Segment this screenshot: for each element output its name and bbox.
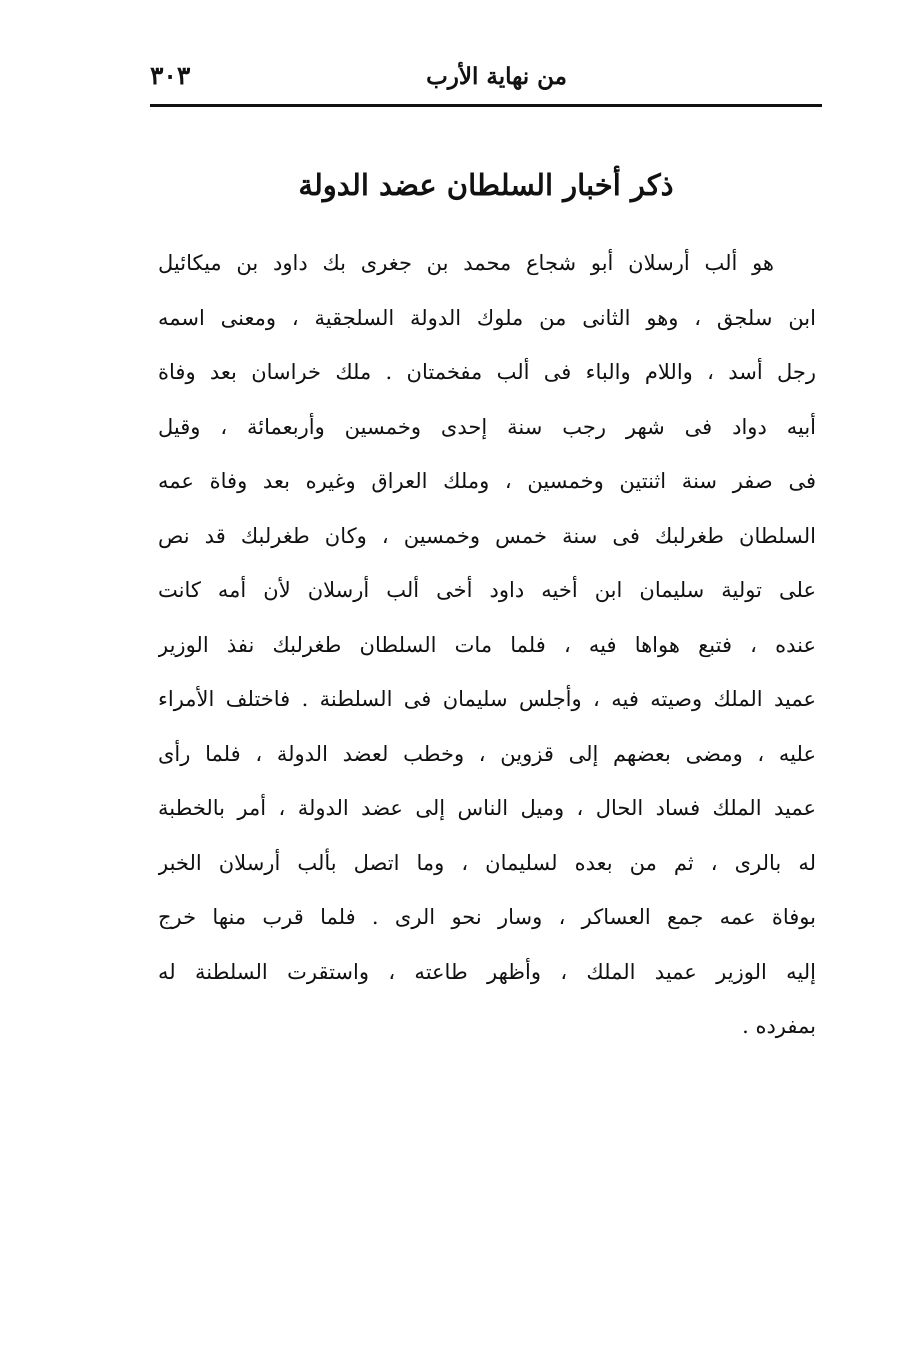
text-line: بمفرده . (742, 1014, 816, 1038)
header-rule (150, 104, 822, 107)
text-line: عميد الملك وصيته فيه ، وأجلس سليمان فى السلطنة . فاختلف الأمراء (158, 687, 816, 711)
text-line: بوفاة عمه جمع العساكر ، وسار نحو الرى . فلما قرب منها خرج (158, 905, 816, 929)
text-line: له بالرى ، ثم من بعده لسليمان ، وما اتصل بألب أرسلان الخبر (158, 850, 816, 875)
text-line: هو ألب أرسلان أبو شجاع محمد بن جغرى بك داود بن ميكائيل (158, 251, 774, 275)
text-line: ابن سلجق ، وهو الثانى من ملوك الدولة السلجقية ، ومعنى اسمه (158, 305, 816, 330)
text-line: على تولية سليمان ابن أخيه داود أخى ألب أرسلان لأن أمه كانت (158, 578, 816, 602)
text-line: عليه ، ومضى بعضهم إلى قزوين ، وخطب لعضد الدولة ، فلما رأى (158, 741, 816, 766)
body-text (158, 236, 816, 1054)
running-title: من نهاية الأرب (426, 63, 567, 90)
text-line: إليه الوزير عميد الملك ، وأظهر طاعته ، واستقرت السلطنة له (158, 959, 816, 984)
page-number: ٣٠٣ (150, 61, 191, 90)
text-line: عميد الملك فساد الحال ، وميل الناس إلى عضد الدولة ، أمر بالخطبة (158, 796, 816, 820)
text-line: فى صفر سنة اثنتين وخمسين ، وملك العراق وغيره بعد وفاة عمه (158, 469, 816, 493)
page-header (150, 55, 822, 107)
section-heading: ذكر أخبار السلطان عضد الدولة (298, 168, 674, 202)
text-line: عنده ، فتبع هواها فيه ، فلما مات السلطان طغرلبك نفذ الوزير (158, 632, 816, 657)
text-line: رجل أسد ، واللام والباء فى ألب مفخمتان . ملك خراسان بعد وفاة (158, 360, 816, 384)
text-line: السلطان طغرلبك فى سنة خمس وخمسين ، وكان طغرلبك قد نص (158, 523, 816, 548)
text-line: أبيه دواد فى شهر رجب سنة إحدى وخمسين وأربعمائة ، وقيل (158, 414, 816, 439)
